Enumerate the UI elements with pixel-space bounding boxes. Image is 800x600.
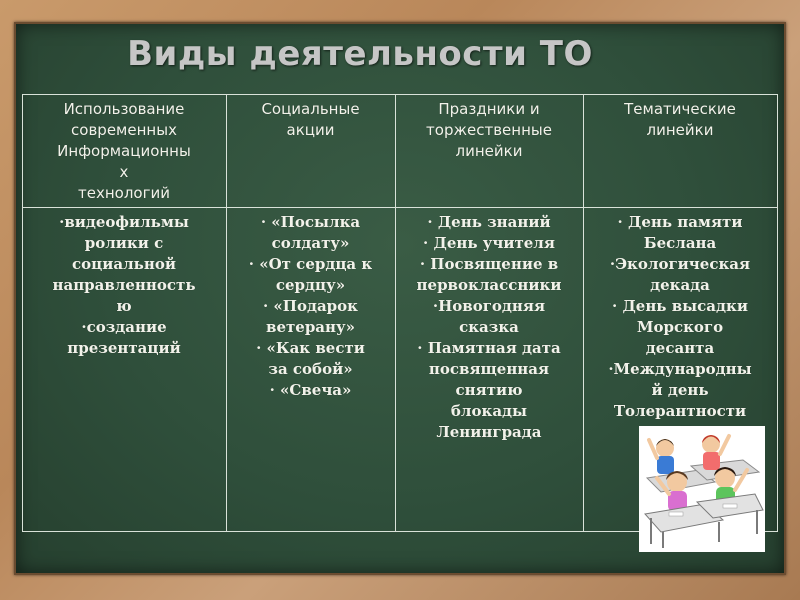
body-line: · «Свеча» — [269, 381, 352, 399]
header-line: торжественные — [426, 121, 552, 139]
body-line: направленность — [52, 276, 196, 294]
body-line: · «Посылка — [260, 213, 361, 231]
body-line: сказка — [459, 318, 519, 336]
body-line: ·Экологическая — [609, 255, 751, 273]
header-cell — [395, 99, 583, 162]
body-line: блокады — [450, 402, 528, 420]
header-line: линейки — [455, 142, 523, 160]
body-line: Беслана — [643, 234, 717, 252]
body-line: десанта — [645, 339, 715, 357]
body-line: социальной — [72, 255, 176, 273]
body-line: ·Новогодняя — [432, 297, 546, 315]
header-line: х — [119, 163, 129, 181]
header-line: Использование — [63, 100, 185, 118]
body-cell — [22, 212, 226, 359]
body-line: · День знаний — [427, 213, 551, 231]
header-line: Информационны — [57, 142, 191, 160]
body-line: · День учителя — [423, 234, 555, 252]
body-line: · «От сердца к — [248, 255, 373, 273]
body-cell — [226, 212, 395, 401]
page-title: Виды деятельности ТО — [127, 34, 593, 74]
body-cell — [583, 212, 777, 443]
header-line: Социальные — [261, 100, 360, 118]
header-line: акции — [286, 121, 335, 139]
body-line: сердцу» — [275, 276, 346, 294]
body-line: ·создание — [81, 318, 167, 336]
header-line: Тематические — [624, 100, 736, 118]
header-line: линейки — [646, 121, 714, 139]
body-line: ·видеофильмы — [59, 213, 189, 231]
header-line: современных — [71, 121, 177, 139]
body-line: ветерану» — [266, 318, 355, 336]
body-line: Морского — [636, 318, 724, 336]
body-line: ролики с — [84, 234, 164, 252]
body-line: первоклассники — [416, 276, 562, 294]
body-line: · «Как вести — [256, 339, 365, 357]
body-line: солдату» — [271, 234, 350, 252]
header-cell — [583, 99, 777, 141]
body-line: й день — [651, 381, 709, 399]
body-line: ·Международны — [608, 360, 752, 378]
body-line: · День высадки — [612, 297, 748, 315]
body-cell — [395, 212, 583, 443]
header-cell — [226, 99, 395, 141]
header-line: Праздники и — [438, 100, 540, 118]
body-line: · «Подарок — [262, 297, 359, 315]
body-line: ю — [116, 297, 132, 315]
body-line: за собой» — [268, 360, 353, 378]
body-line: снятию — [455, 381, 523, 399]
body-line: · Посвящение в — [419, 255, 559, 273]
schoolchildren-at-desks-icon — [639, 426, 765, 552]
body-line: · День памяти — [617, 213, 743, 231]
body-line: · Памятная дата — [417, 339, 561, 357]
body-line: презентаций — [67, 339, 181, 357]
header-cell — [22, 99, 226, 204]
body-line: посвященная — [428, 360, 550, 378]
body-line: Ленинграда — [436, 423, 542, 441]
body-line: Толерантности — [613, 402, 747, 420]
header-line: технологий — [78, 184, 170, 202]
body-line: декада — [650, 276, 710, 294]
